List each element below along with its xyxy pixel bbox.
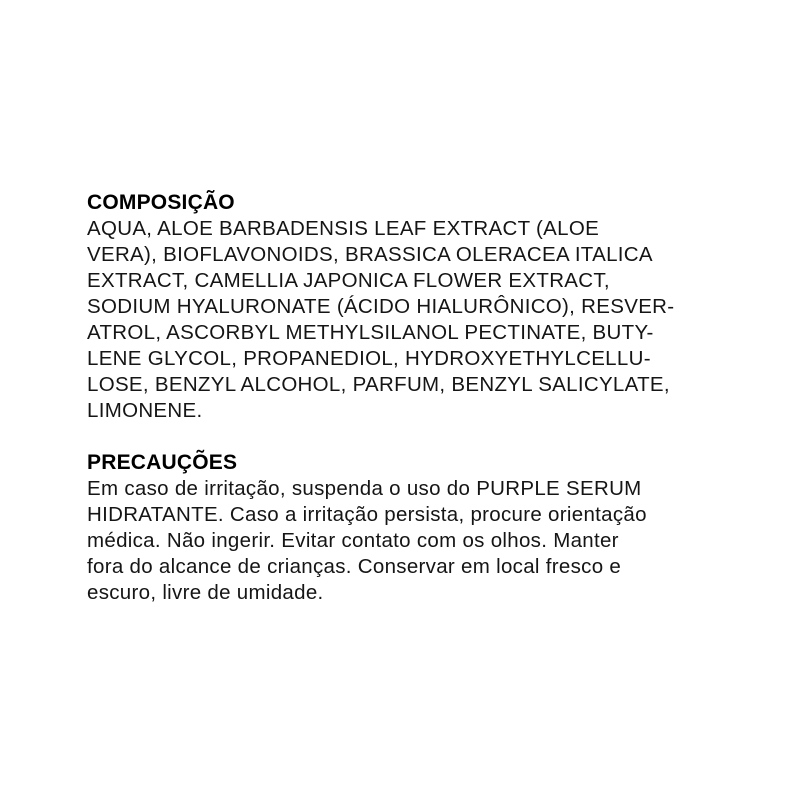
section-spacer: [87, 424, 737, 450]
composition-heading: COMPOSIÇÃO: [87, 191, 235, 214]
precautions-line: escuro, livre de umidade.: [87, 581, 324, 604]
composition-line: EXTRACT, CAMELLIA JAPONICA FLOWER EXTRACT,: [87, 269, 610, 292]
precautions-section: [87, 450, 737, 606]
precautions-heading: PRECAUÇÕES: [87, 451, 238, 474]
precautions-line: fora do alcance de crianças. Conservar em local fresco e: [87, 555, 622, 578]
composition-section: [87, 190, 737, 424]
composition-line: AQUA, ALOE BARBADENSIS LEAF EXTRACT (ALOE: [87, 217, 600, 240]
composition-line: LOSE, BENZYL ALCOHOL, PARFUM, BENZYL SALICYLATE,: [87, 373, 670, 396]
precautions-line: HIDRATANTE. Caso a irritação persista, procure orientação: [87, 503, 647, 526]
composition-line: SODIUM HYALURONATE (ÁCIDO HIALURÔNICO), RESVER-: [87, 295, 675, 318]
label-text: [87, 190, 737, 606]
precautions-line: médica. Não ingerir. Evitar contato com os olhos. Manter: [87, 529, 619, 552]
composition-line: ATROL, ASCORBYL METHYLSILANOL PECTINATE, BUTY-: [87, 321, 654, 344]
precautions-line: Em caso de irritação, suspenda o uso do PURPLE SERUM: [87, 477, 642, 500]
composition-line: LENE GLYCOL, PROPANEDIOL, HYDROXYETHYLCELLU-: [87, 347, 651, 370]
composition-line: LIMONENE.: [87, 399, 203, 422]
composition-line: VERA), BIOFLAVONOIDS, BRASSICA OLERACEA ITALICA: [87, 243, 653, 266]
